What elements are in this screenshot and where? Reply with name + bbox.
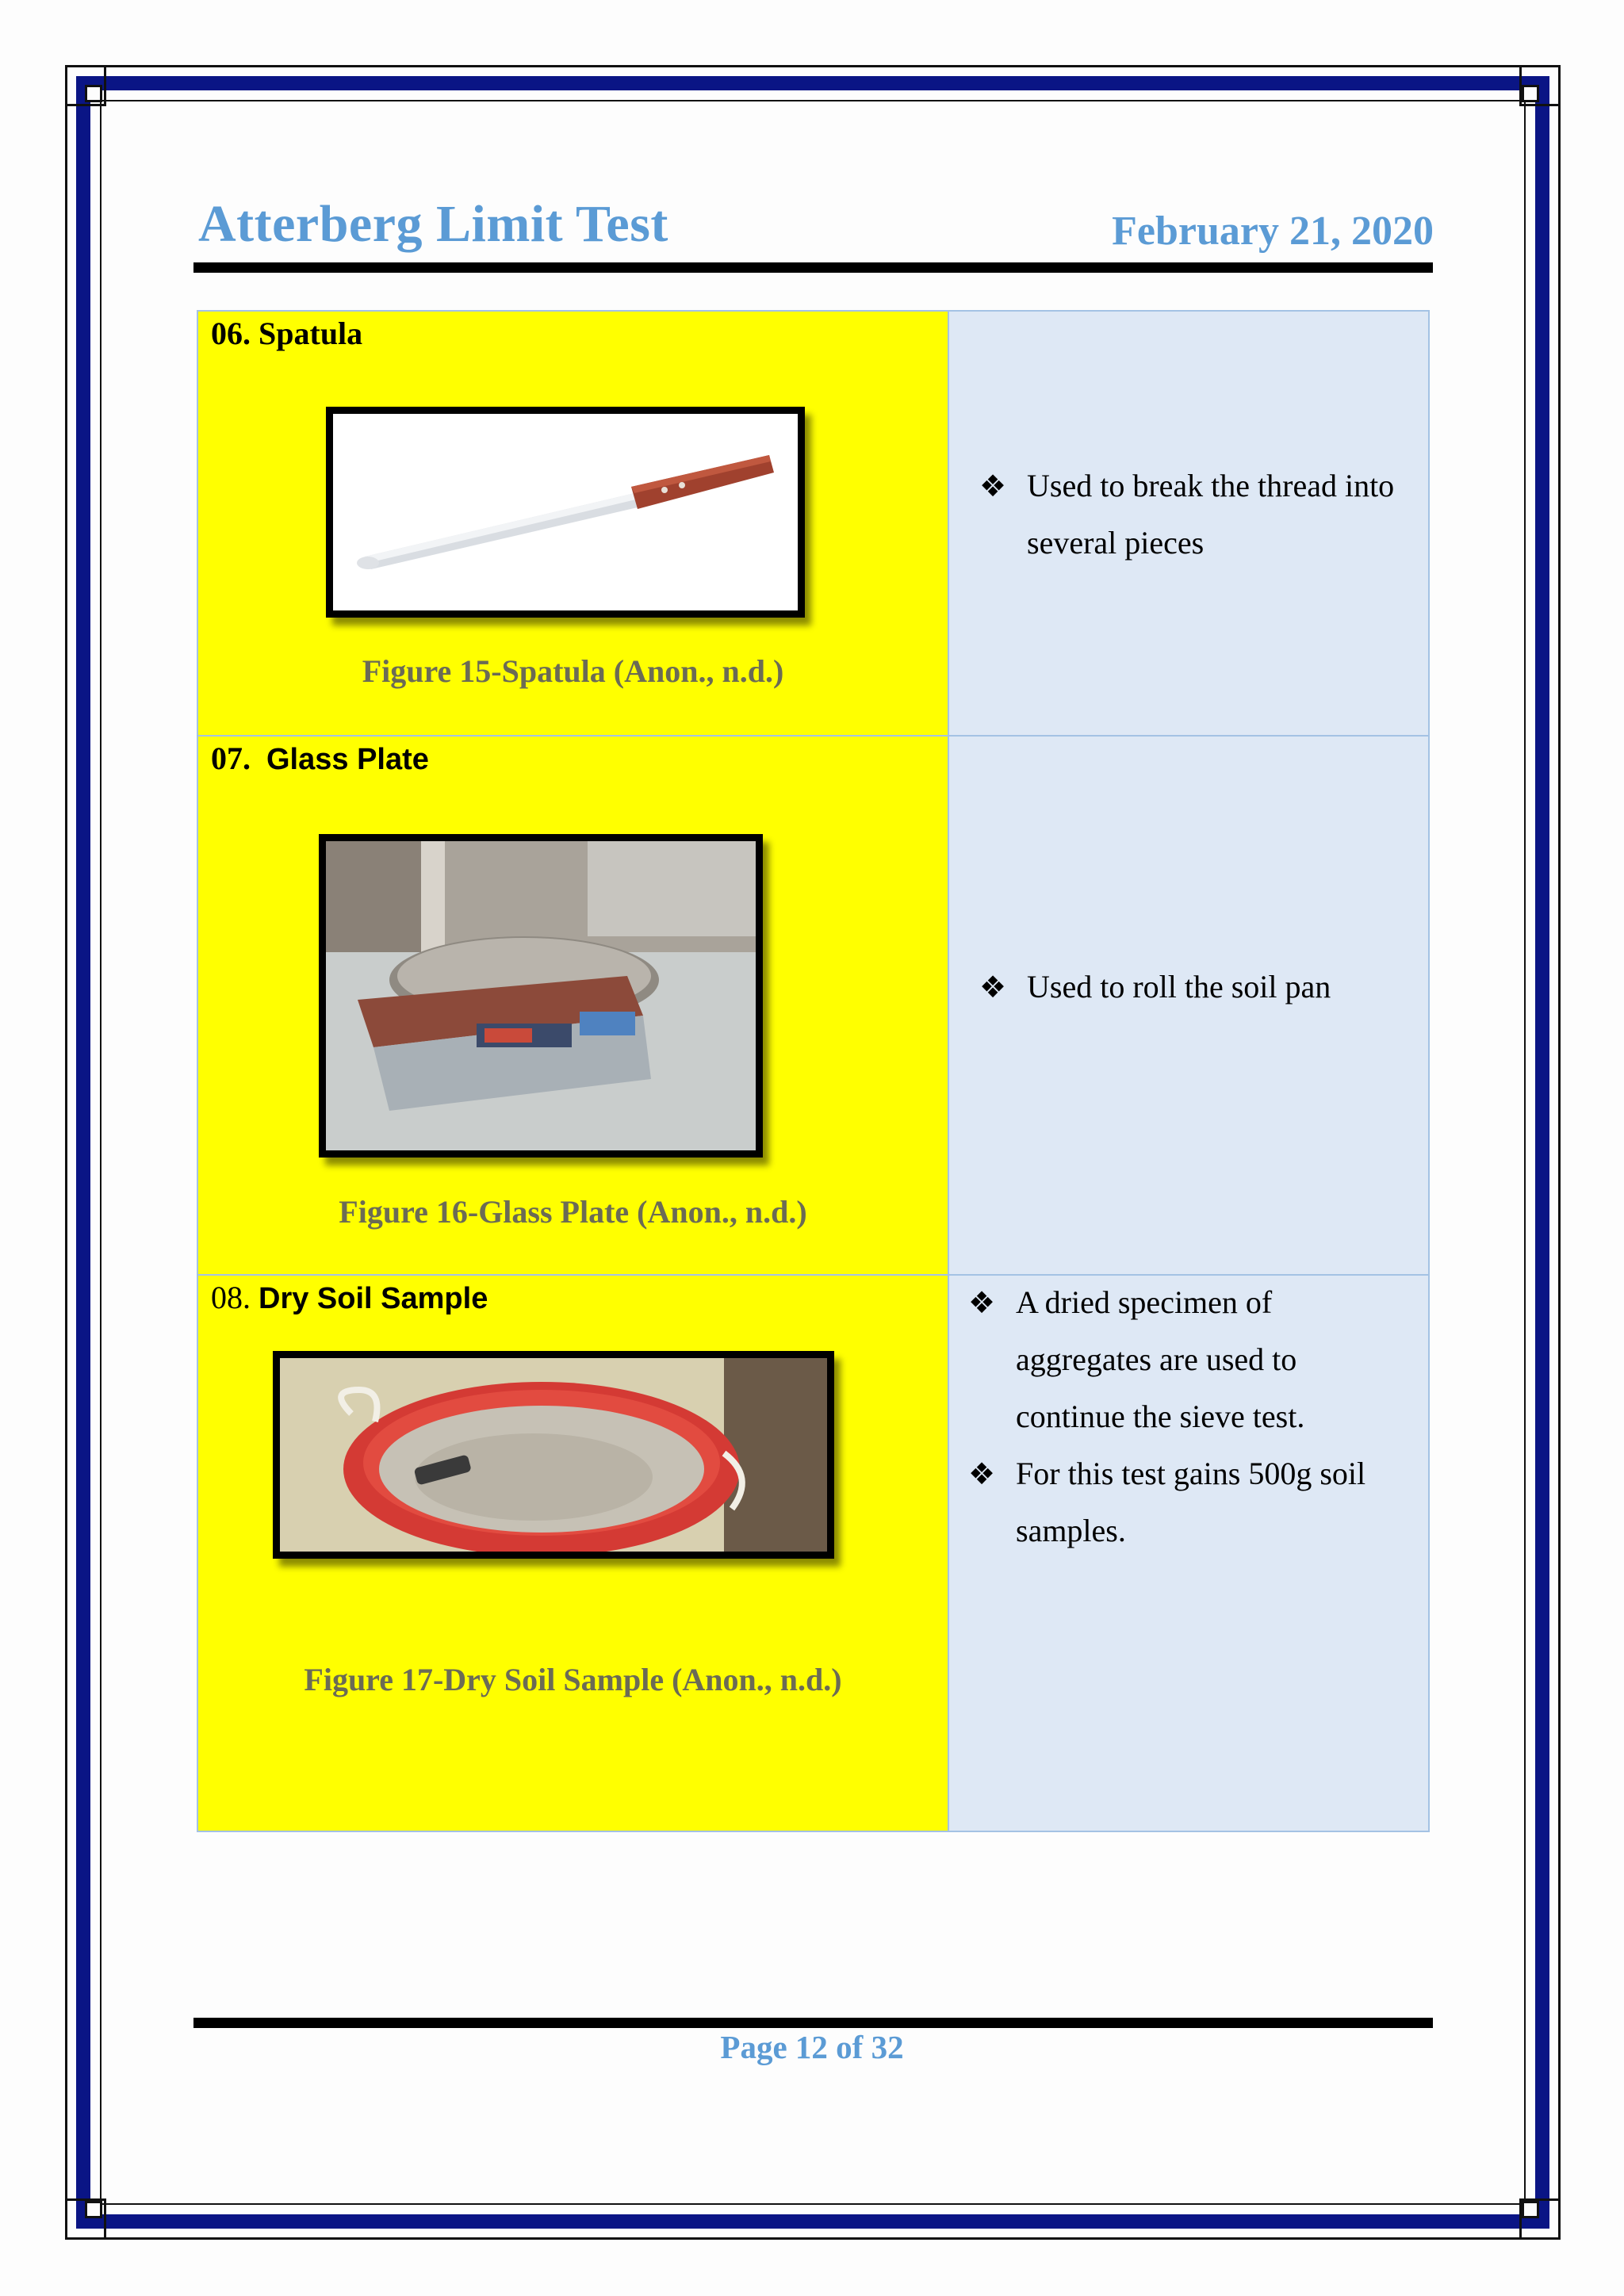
description-cell (948, 311, 1429, 736)
table-row (197, 1275, 1429, 1831)
table-row (197, 736, 1429, 1275)
item-number: 06. (211, 316, 251, 351)
bullet-list (968, 1274, 1412, 1559)
bullet-list (979, 457, 1423, 572)
list-item: ❖ Used to roll the soil pan (979, 959, 1423, 1016)
border-corner-top-left (65, 65, 106, 106)
equipment-table (197, 310, 1430, 1832)
four-diamond-bullet-icon: ❖ (968, 1456, 996, 1491)
description-cell (948, 1275, 1429, 1831)
border-corner-top-right (1519, 65, 1561, 106)
document-date: February 21, 2020 (1112, 209, 1434, 254)
figure-caption: Figure 16-Glass Plate (Anon., n.d.) (339, 1194, 807, 1230)
header-rule (193, 262, 1433, 273)
item-name: Dry Soil Sample (259, 1282, 488, 1315)
list-item: ❖ Used to break the thread into several pieces (979, 457, 1423, 572)
dry-soil-sample-photo (273, 1351, 834, 1559)
bullet-list (979, 959, 1423, 1016)
four-diamond-bullet-icon: ❖ (979, 469, 1007, 503)
page-number: Page 12 of 32 (720, 2029, 904, 2065)
table-row (197, 311, 1429, 736)
four-diamond-bullet-icon: ❖ (968, 1285, 996, 1320)
border-corner-bottom-left (65, 2198, 106, 2240)
item-heading (211, 1279, 488, 1316)
equipment-cell (197, 736, 948, 1275)
item-number: 08. (211, 1280, 251, 1315)
list-item: ❖ For this test gains 500g soil samples. (968, 1445, 1412, 1559)
item-name: Spatula (259, 316, 363, 351)
glass-plate-photo (319, 834, 763, 1158)
border-corner-bottom-right (1519, 2198, 1561, 2240)
item-number: 07. (211, 740, 251, 776)
item-heading (211, 740, 429, 777)
footer-rule (193, 2018, 1433, 2028)
list-item: ❖ A dried specimen of aggregates are used to continue the sieve test. (968, 1274, 1412, 1445)
description-cell (948, 736, 1429, 1275)
item-name: Glass Plate (266, 743, 429, 776)
document-title: Atterberg Limit Test (198, 195, 668, 253)
spatula-photo (326, 407, 805, 618)
equipment-cell (197, 311, 948, 736)
four-diamond-bullet-icon: ❖ (979, 970, 1007, 1004)
figure-caption: Figure 15-Spatula (Anon., n.d.) (362, 653, 784, 689)
item-heading (211, 315, 362, 352)
equipment-cell (197, 1275, 948, 1831)
figure-caption: Figure 17-Dry Soil Sample (Anon., n.d.) (304, 1662, 842, 1697)
